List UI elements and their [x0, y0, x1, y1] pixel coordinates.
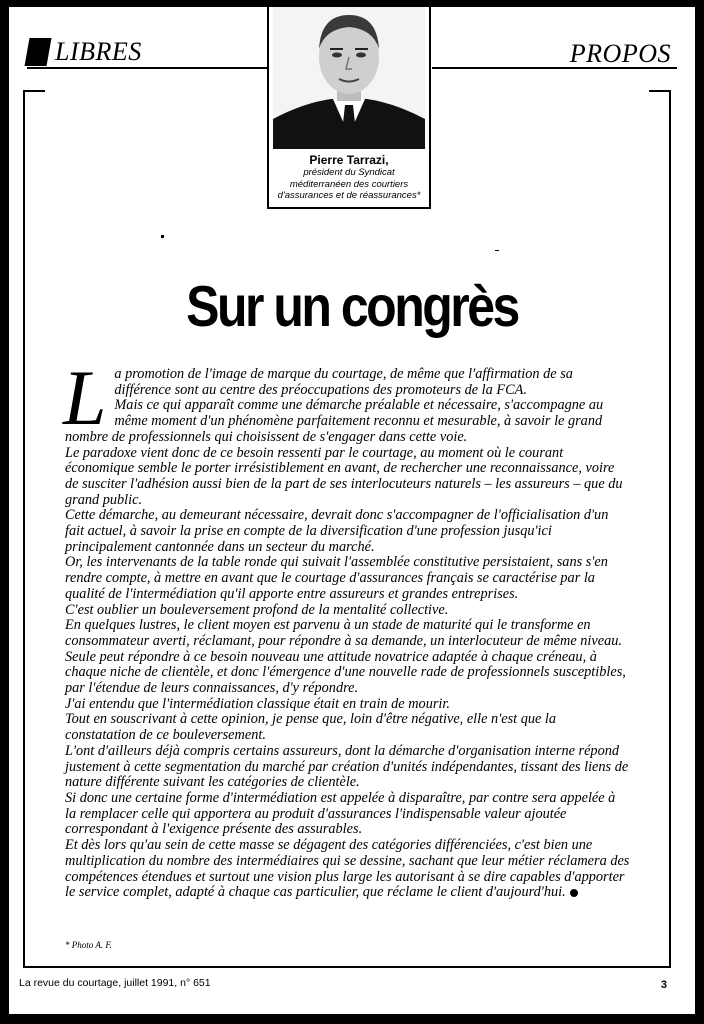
end-of-article-bullet	[570, 889, 578, 897]
article-paragraph: Seule peut répondre à ce besoin nouveau une attitude novatrice adaptée à chaque créneau, à chaque niche de clientèle, et donc l'émergence d'une nouvelle rade de professionnels susceptibles, par l'étendue de leurs connaissances, d'y répondre.	[65, 648, 626, 697]
article-body	[63, 354, 630, 901]
frame-border-bottom	[23, 966, 671, 968]
frame-corner-right	[649, 90, 671, 92]
article-paragraph: Or, les intervenants de la table ronde qui suivait l'assemblée constitutive persistaient, sans s'en rendre compte, à mettre en avant que le courtage d'assurances français se caractérise par la qualité de l'intermédiation qu'il apporte entre assureurs et grandes entreprises.	[65, 554, 608, 602]
footer-page-number: 3	[660, 979, 667, 991]
photo-credit: * Photo A. F.	[65, 940, 112, 950]
author-photo-illustration	[273, 7, 425, 149]
article-paragraph: La promotion de l'image de marque du courtage, de même que l'affirmation de sa différence sont au centre des préoccupations des promoteurs de la FCA.	[63, 354, 573, 441]
frame-border-left	[23, 90, 25, 968]
section-label-propos: PROPOS	[569, 39, 671, 68]
print-speck	[161, 235, 164, 238]
article-title: Sur un congrès	[186, 274, 518, 339]
author-photo	[273, 7, 425, 149]
section-header-left	[27, 37, 142, 67]
author-portrait-box	[267, 7, 431, 209]
article-paragraph: En quelques lustres, le client moyen est parvenu à un stade de maturité qui le transforme en consommateur averti, réclamant, pour répondre à sa demande, un interlocuteur de même niveau.	[65, 617, 622, 649]
article-paragraph: Mais ce qui apparaît comme une démarche préalable et nécessaire, s'accompagne au même moment d'un phénomène parfaitement reconnu et mesurable, à savoir le grand nombre de professionnels qui choisissent de s'engager dans cette voie.	[65, 397, 604, 445]
article-paragraph: Cette démarche, au demeurant nécessaire, devrait donc s'accompagner de l'officialisation d'un fait actuel, à savoir la prise en compte de la diversification d'une profession jusqu'ici principalement cantonnée dans un secteur du marché.	[65, 507, 609, 555]
frame-corner-left	[23, 90, 45, 92]
footer-publication: La revue du courtage, juillet 1991, n° 651	[19, 977, 211, 989]
print-speck	[495, 250, 499, 251]
page	[9, 7, 695, 1014]
drop-cap: L	[63, 354, 107, 441]
article-paragraph: Et dès lors qu'au sein de cette masse se dégagent des catégories différenciées, c'est bien une multiplication du nombre des intermédiaires qui se dessine, sachant que leur métier réclamera des compétences étendues et surtout une vision plus large les autorisant à se dire capables d'apporter le service complet, adapté à chaque cas particulier, que réclame le client d'aujourd'hui.	[65, 837, 630, 901]
article-paragraph: J'ai entendu que l'intermédiation classique était en train de mourir.	[65, 695, 450, 712]
article-paragraph: Si donc une certaine forme d'intermédiation est appelée à disparaître, par contre sera appelée à la remplacer celle qui apportera au produit d'assurances l'indispensable valeur ajoutée correspondant à l'exigence présente des assurables.	[65, 789, 616, 838]
article-paragraph: C'est oublier un bouleversement profond de la mentalité collective.	[65, 601, 449, 618]
header-rule-left	[27, 67, 270, 69]
frame-border-right	[669, 90, 671, 968]
article-paragraph: Le paradoxe vient donc de ce besoin ressenti par le courtage, au moment où le courant économique semble le porter irrésistiblement en avant, de rechercher une reconnaissance, voire de susciter l'adhésion aussi bien de la part de ses interlocuteurs naturels – les assureurs – que du grand public.	[65, 444, 623, 508]
article-paragraph: Tout en souscrivant à cette opinion, je pense que, loin d'être négative, elle n'est que la constatation de ce bouleversement.	[65, 711, 557, 744]
author-caption	[269, 153, 429, 202]
section-label-libres: LIBRES	[55, 37, 142, 66]
author-role: président du Syndicat méditerranéen des courtiers d'assurances et de réassurances*	[277, 167, 421, 201]
article-paragraph: L'ont d'ailleurs déjà compris certains assureurs, dont la démarche d'organisation interne répond justement à cette segmentation du marché par création d'unités indépendantes, tissant des liens de nature différente suivant les catégories de clientèle.	[65, 742, 629, 791]
section-marker-block	[25, 38, 52, 66]
author-name: Pierre Tarrazi,	[309, 153, 389, 167]
